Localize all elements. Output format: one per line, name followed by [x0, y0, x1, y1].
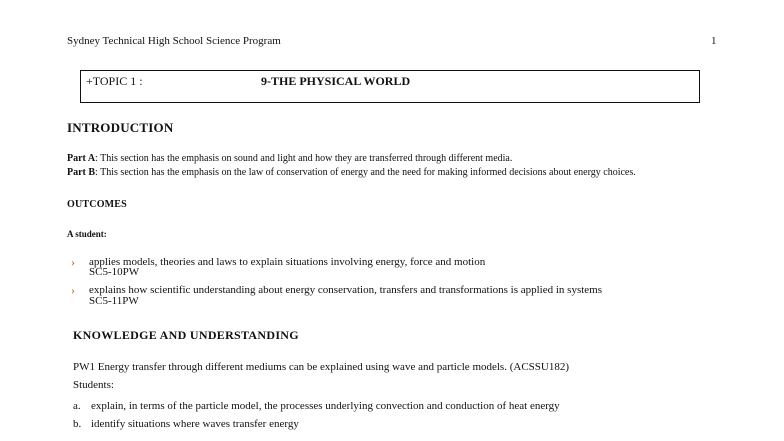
outcomes-heading: OUTCOMES: [67, 199, 127, 210]
outcome-text: applies models, theories and laws to explain situations involving energy, force and motion: [89, 256, 486, 268]
outcome-text: explains how scientific understanding about energy conservation, transfers and transformations is applied in systems: [89, 284, 603, 296]
part-b-line: [67, 167, 636, 178]
outcome-code: SC5-11PW: [89, 295, 139, 307]
bullet-arrow-icon: ›: [71, 255, 75, 269]
bullet-arrow-icon: ›: [71, 283, 75, 297]
students-label: Students:: [73, 379, 114, 391]
header-title: Sydney Technical High School Science Program: [67, 35, 281, 47]
part-a-text: : This section has the emphasis on sound and light and how they are transferred through different media.: [95, 153, 513, 164]
list-item-text: explain, in terms of the particle model, the processes underlying convection and conduction of heat energy: [91, 400, 560, 412]
pw1-statement: PW1 Energy transfer through different mediums can be explained using wave and particle models. (ACSSU182): [73, 361, 569, 373]
page-number: 1: [711, 35, 717, 47]
topic-title: 9-THE PHYSICAL WORLD: [261, 74, 411, 88]
part-a-label: Part A: [67, 153, 96, 164]
list-item-letter: a.: [73, 400, 81, 412]
part-b-text: : This section has the emphasis on the law of conservation of energy and the need for making informed decisions about energy choices.: [95, 167, 636, 178]
part-a-line: [67, 153, 512, 164]
list-item-letter: b.: [73, 418, 82, 430]
outcomes-intro: A student:: [67, 229, 107, 239]
list-item-text: identify situations where waves transfer energy: [91, 418, 299, 430]
knowledge-heading: KNOWLEDGE AND UNDERSTANDING: [73, 328, 299, 342]
topic-label: +TOPIC 1 :: [86, 74, 143, 88]
outcome-code: SC5-10PW: [89, 266, 140, 278]
topic-box: [80, 70, 700, 103]
introduction-heading: INTRODUCTION: [67, 120, 174, 135]
part-b-label: Part B: [67, 167, 96, 178]
